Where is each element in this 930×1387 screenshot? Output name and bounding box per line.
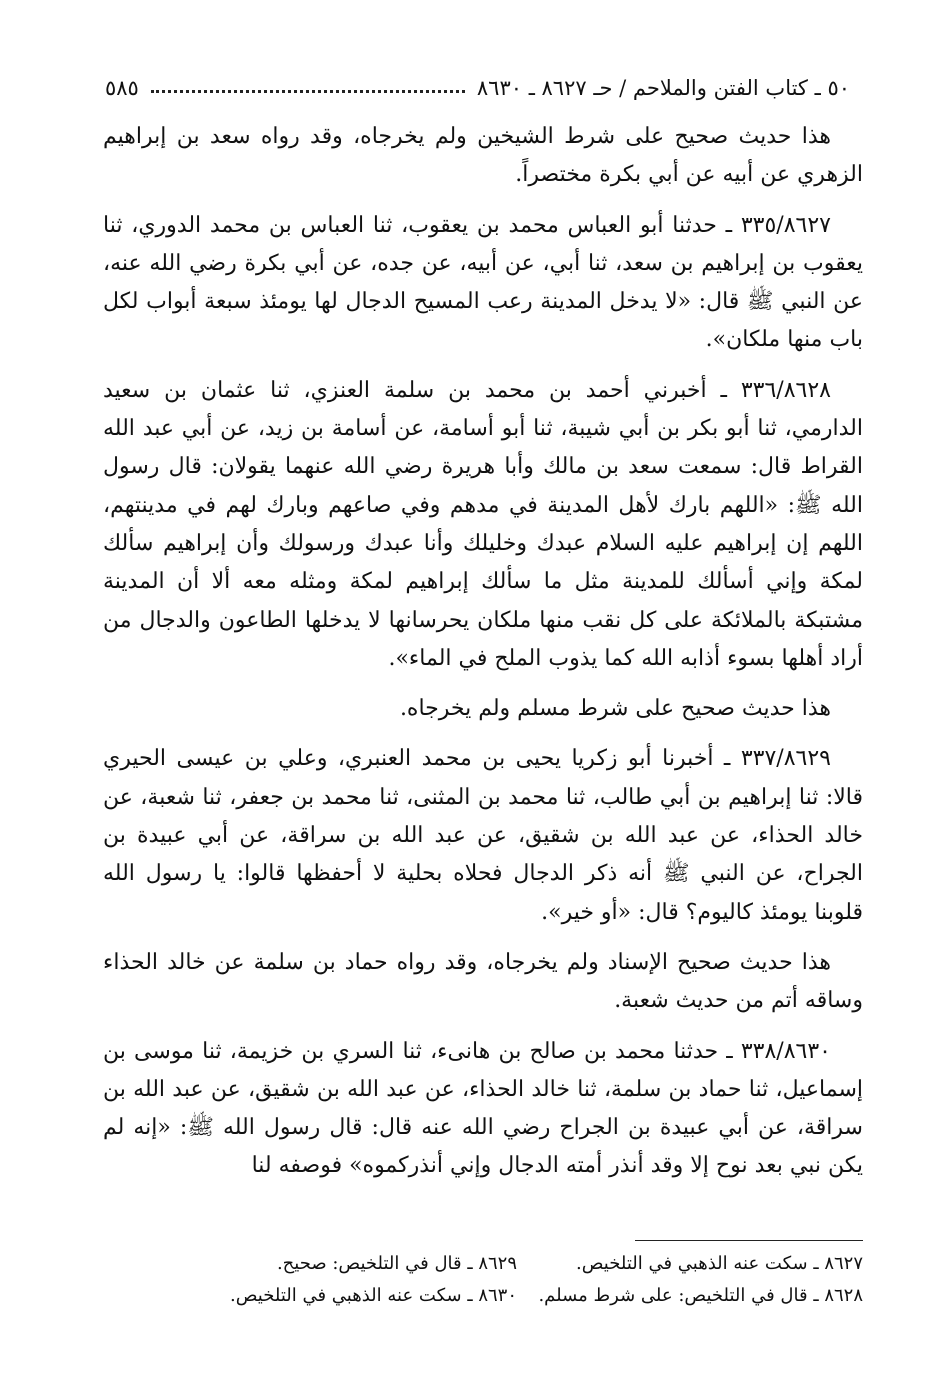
main-text (103, 118, 863, 1198)
paragraph-hadith-8630: ٣٣٨/٨٦٣٠ ـ حدثنا محمد بن صالح بن هانىء، ثنا السري بن خزيمة، ثنا موسى بن إسماعيل، ثنا حماد بن سلمة، ثنا خالد الحذاء، عن عبد الله بن شقيق، عن عبد الله بن سراقة، عن أبي عبيدة بن الجراح رضي الله عنه قال: قال رسول الله ﷺ: «إنه لم يكن نبي بعد نوح إلا وقد أنذر أمته الدجال وإني أنذركموه» فوصفه لنا (103, 1038, 863, 1179)
paragraph-grading-2: هذا حديث صحيح على شرط مسلم ولم يخرجاه. (399, 696, 831, 722)
footnote-row (170, 1280, 863, 1312)
footnote-8627: ٨٦٢٧ ـ سكت عنه الذهبي في التلخيص. (576, 1253, 863, 1274)
footnote-row (170, 1248, 863, 1280)
footnote-8628: ٨٦٢٨ ـ قال في التلخيص: على شرط مسلم. (538, 1285, 863, 1306)
paragraph-hadith-8628: ٣٣٦/٨٦٢٨ ـ أخبرني أحمد بن محمد بن سلمة العنزي، ثنا عثمان بن سعيد الدارمي، ثنا أبو بكر بن أبي شيبة، ثنا أبو أسامة، عن أسامة بن زيد، عن أبي عبد الله القراط قال: سمعت سعد بن مالك وأبا هريرة رضي الله عنهما يقولان: قال رسول الله ﷺ: «اللهم بارك لأهل المدينة في مدهم وفي صاعهم وبارك لهم في مدينتهم، اللهم إن إبراهيم عليه السلام عبدك وخليلك وأنا عبدك ورسولك وأن إبراهيم سألك لمكة وإني أسألك للمدينة مثل ما سألك إبراهيم لمكة ومثله معه ألا أن المدينة مشتبكة بالملائكة على كل نقب منها ملكان يحرسانها لا يدخلها الطاعون والدجال من أراد أهلها بسوء أذابه الله كما يذوب الملح في الماء». (103, 377, 863, 671)
footnotes (170, 1248, 863, 1312)
page-number: ٥٨٥ (105, 76, 139, 100)
header-title: ٥٠ ـ كتاب الفتن والملاحم / حـ ٨٦٢٧ ـ ٨٦٣٠ (476, 76, 850, 100)
footnote-8630: ٨٦٣٠ ـ سكت عنه الذهبي في التلخيص. (230, 1285, 517, 1306)
footnote-divider (635, 1240, 863, 1241)
footnote-8629: ٨٦٢٩ ـ قال في التلخيص: صحيح. (276, 1253, 517, 1274)
header-leader-dots (151, 84, 465, 93)
paragraph-grading-1: هذا حديث صحيح على شرط الشيخين ولم يخرجاه، وقد رواه سعد بن إبراهيم الزهري عن أبيه عن أبي بكرة مختصراً. (103, 124, 863, 188)
running-header (105, 68, 850, 108)
paragraph-hadith-8629: ٣٣٧/٨٦٢٩ ـ أخبرنا أبو زكريا يحيى بن محمد العنبري، وعلي بن عيسى الحيري قالا: ثنا إبراهيم بن أبي طالب، ثنا محمد بن المثنى، ثنا محمد بن جعفر، ثنا شعبة، عن خالد الحذاء، عن عبد الله بن شقيق، عن عبد الله بن سراقة، عن أبي عبيدة بن الجراح، عن النبي ﷺ أنه ذكر الدجال فحلاه بحلية لا أحفظها قالوا: يا رسول الله قلوبنا يومئذ كاليوم؟ قال: «أو خير». (103, 746, 863, 925)
paragraph-grading-3: هذا حديث صحيح الإسناد ولم يخرجاه، وقد رواه حماد بن سلمة عن خالد الحذاء وساقه أتم من حديث شعبة. (103, 949, 863, 1014)
paragraph-hadith-8627: ٣٣٥/٨٦٢٧ ـ حدثنا أبو العباس محمد بن يعقوب، ثنا العباس بن محمد الدوري، ثنا يعقوب بن إبراهيم بن سعد، ثنا أبي، عن أبيه، عن جده، عن أبي بكرة رضي الله عنه، عن النبي ﷺ قال: «لا يدخل المدينة رعب المسيح الدجال لها يومئذ سبعة أبواب لكل باب منها ملكان». (103, 212, 863, 353)
